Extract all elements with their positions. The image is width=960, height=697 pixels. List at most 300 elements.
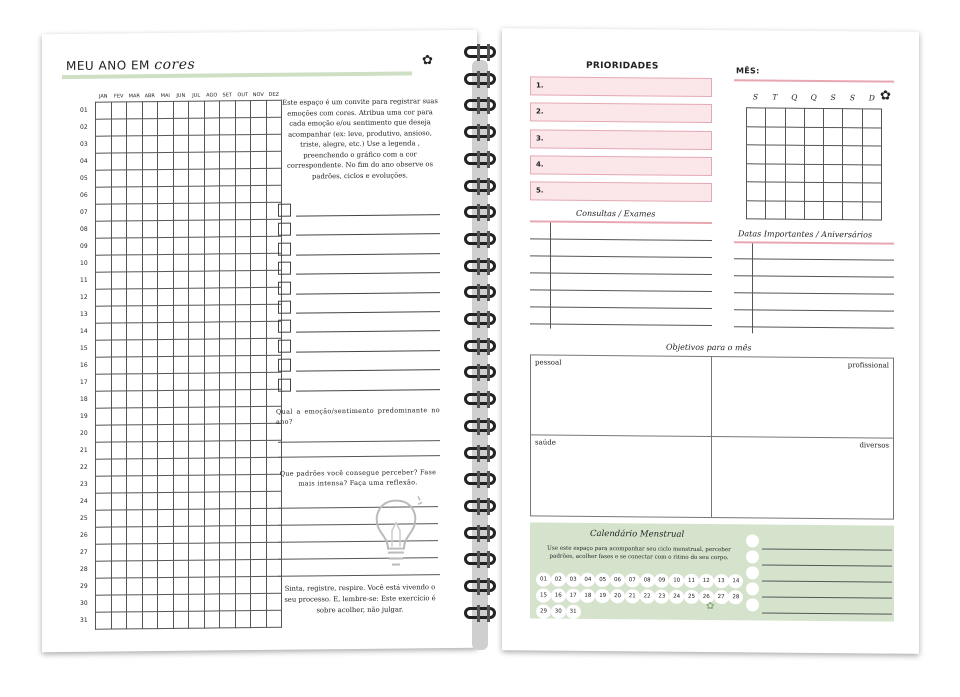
calendar-cell[interactable] xyxy=(843,164,862,183)
cycle-day[interactable]: 03 xyxy=(566,573,581,587)
grid-cell[interactable] xyxy=(189,237,205,254)
grid-cell[interactable] xyxy=(96,136,112,153)
grid-cell[interactable] xyxy=(204,559,220,576)
calendar-cell[interactable] xyxy=(804,127,823,146)
calendar-cell[interactable] xyxy=(785,108,804,127)
grid-cell[interactable] xyxy=(142,203,158,220)
grid-cell[interactable] xyxy=(127,458,143,475)
grid-cell[interactable] xyxy=(111,288,127,305)
calendar-cell[interactable] xyxy=(824,108,843,127)
legend-line[interactable] xyxy=(296,350,440,353)
grid-cell[interactable] xyxy=(127,322,143,339)
calendar-cell[interactable] xyxy=(804,201,823,220)
note-line[interactable] xyxy=(762,612,892,614)
grid-cell[interactable] xyxy=(204,474,220,491)
grid-cell[interactable] xyxy=(127,424,143,441)
grid-cell[interactable] xyxy=(127,118,143,135)
grid-cell[interactable] xyxy=(173,458,189,475)
cycle-day[interactable]: 20 xyxy=(610,589,625,603)
grid-cell[interactable] xyxy=(96,204,112,221)
calendar-cell[interactable] xyxy=(766,163,785,182)
grid-cell[interactable] xyxy=(96,391,112,408)
grid-cell[interactable] xyxy=(220,100,236,117)
grid-cell[interactable] xyxy=(111,237,127,254)
answer-line[interactable] xyxy=(278,440,440,443)
grid-cell[interactable] xyxy=(251,151,267,168)
grid-cell[interactable] xyxy=(220,236,236,253)
grid-cell[interactable] xyxy=(251,576,267,593)
calendar-cell[interactable] xyxy=(766,126,785,145)
cycle-day[interactable]: 09 xyxy=(654,574,669,588)
grid-cell[interactable] xyxy=(158,254,174,271)
grid-cell[interactable] xyxy=(111,186,127,203)
grid-cell[interactable] xyxy=(189,407,205,424)
grid-cell[interactable] xyxy=(204,491,220,508)
grid-cell[interactable] xyxy=(96,510,112,527)
grid-cell[interactable] xyxy=(142,186,158,203)
grid-cell[interactable] xyxy=(266,491,282,508)
grid-cell[interactable] xyxy=(189,339,205,356)
grid-cell[interactable] xyxy=(158,458,174,475)
grid-cell[interactable] xyxy=(204,525,220,542)
legend-checkbox[interactable] xyxy=(278,204,291,217)
calendar-cell[interactable] xyxy=(747,163,766,182)
consulta-line[interactable] xyxy=(530,272,712,275)
grid-cell[interactable] xyxy=(158,322,174,339)
grid-cell[interactable] xyxy=(96,357,112,374)
legend-checkbox[interactable] xyxy=(278,242,291,255)
grid-cell[interactable] xyxy=(158,339,174,356)
calendar-cell[interactable] xyxy=(824,145,843,164)
grid-cell[interactable] xyxy=(235,287,251,304)
grid-cell[interactable] xyxy=(220,440,236,457)
grid-cell[interactable] xyxy=(220,168,236,185)
grid-cell[interactable] xyxy=(96,323,112,340)
priority-field[interactable]: 3. xyxy=(530,129,712,150)
grid-cell[interactable] xyxy=(266,508,282,525)
grid-cell[interactable] xyxy=(189,475,205,492)
grid-cell[interactable] xyxy=(96,561,112,578)
grid-cell[interactable] xyxy=(220,423,236,440)
grid-cell[interactable] xyxy=(111,458,127,475)
grid-cell[interactable] xyxy=(220,491,236,508)
grid-cell[interactable] xyxy=(235,134,251,151)
grid-cell[interactable] xyxy=(235,338,251,355)
legend-line[interactable] xyxy=(296,214,440,217)
grid-cell[interactable] xyxy=(142,390,158,407)
grid-cell[interactable] xyxy=(173,237,189,254)
grid-cell[interactable] xyxy=(251,542,267,559)
grid-cell[interactable] xyxy=(96,527,112,544)
grid-cell[interactable] xyxy=(251,389,267,406)
grid-cell[interactable] xyxy=(96,153,112,170)
grid-cell[interactable] xyxy=(173,509,189,526)
grid-cell[interactable] xyxy=(142,305,158,322)
grid-cell[interactable] xyxy=(111,169,127,186)
grid-cell[interactable] xyxy=(111,220,127,237)
grid-cell[interactable] xyxy=(251,321,267,338)
cycle-day[interactable]: 01 xyxy=(536,572,551,586)
grid-cell[interactable] xyxy=(96,612,112,629)
grid-cell[interactable] xyxy=(142,169,158,186)
grid-cell[interactable] xyxy=(173,390,189,407)
calendar-cell[interactable] xyxy=(766,200,785,219)
grid-cell[interactable] xyxy=(189,322,205,339)
grid-cell[interactable] xyxy=(251,202,267,219)
calendar-cell[interactable] xyxy=(843,183,862,202)
grid-cell[interactable] xyxy=(96,459,112,476)
grid-cell[interactable] xyxy=(127,560,143,577)
grid-cell[interactable] xyxy=(158,543,174,560)
consulta-line[interactable] xyxy=(530,238,712,241)
grid-cell[interactable] xyxy=(96,544,112,561)
grid-cell[interactable] xyxy=(189,220,205,237)
calendar-cell[interactable] xyxy=(862,127,881,146)
grid-cell[interactable] xyxy=(251,474,267,491)
cycle-day[interactable]: 25 xyxy=(684,590,699,604)
grid-cell[interactable] xyxy=(96,102,112,119)
grid-cell[interactable] xyxy=(220,134,236,151)
calendar-cell[interactable] xyxy=(785,127,804,146)
grid-cell[interactable] xyxy=(189,458,205,475)
calendar-cell[interactable] xyxy=(824,164,843,183)
grid-cell[interactable] xyxy=(127,492,143,509)
grid-cell[interactable] xyxy=(220,253,236,270)
legend-line[interactable] xyxy=(296,369,440,372)
grid-cell[interactable] xyxy=(235,593,251,610)
grid-cell[interactable] xyxy=(111,118,127,135)
consulta-line[interactable] xyxy=(530,306,712,309)
grid-cell[interactable] xyxy=(127,203,143,220)
consulta-line[interactable] xyxy=(530,323,712,326)
grid-cell[interactable] xyxy=(204,168,220,185)
grid-cell[interactable] xyxy=(173,492,189,509)
grid-cell[interactable] xyxy=(173,203,189,220)
grid-cell[interactable] xyxy=(127,594,143,611)
grid-cell[interactable] xyxy=(158,237,174,254)
grid-cell[interactable] xyxy=(235,372,251,389)
grid-cell[interactable] xyxy=(158,356,174,373)
grid-cell[interactable] xyxy=(266,542,282,559)
grid-cell[interactable] xyxy=(220,338,236,355)
grid-cell[interactable] xyxy=(111,543,127,560)
grid-cell[interactable] xyxy=(251,304,267,321)
grid-cell[interactable] xyxy=(189,101,205,118)
grid-cell[interactable] xyxy=(220,117,236,134)
grid-cell[interactable] xyxy=(173,101,189,118)
grid-cell[interactable] xyxy=(204,100,220,117)
grid-cell[interactable] xyxy=(142,254,158,271)
grid-cell[interactable] xyxy=(235,491,251,508)
answer-line[interactable] xyxy=(278,455,440,458)
grid-cell[interactable] xyxy=(142,577,158,594)
grid-cell[interactable] xyxy=(142,441,158,458)
calendar-cell[interactable] xyxy=(862,201,881,220)
grid-cell[interactable] xyxy=(266,185,282,202)
grid-cell[interactable] xyxy=(127,390,143,407)
grid-cell[interactable] xyxy=(204,236,220,253)
calendar-cell[interactable] xyxy=(785,145,804,164)
grid-cell[interactable] xyxy=(235,185,251,202)
grid-cell[interactable] xyxy=(158,526,174,543)
legend-checkbox[interactable] xyxy=(278,320,291,333)
grid-cell[interactable] xyxy=(127,271,143,288)
grid-cell[interactable] xyxy=(251,508,267,525)
legend-line[interactable] xyxy=(296,292,440,295)
grid-cell[interactable] xyxy=(111,441,127,458)
grid-cell[interactable] xyxy=(127,237,143,254)
calendar-cell[interactable] xyxy=(824,201,843,220)
cycle-day[interactable]: 24 xyxy=(669,590,684,604)
grid-cell[interactable] xyxy=(173,305,189,322)
grid-cell[interactable] xyxy=(127,220,143,237)
grid-cell[interactable] xyxy=(235,253,251,270)
note-line[interactable] xyxy=(762,596,892,598)
grid-cell[interactable] xyxy=(204,270,220,287)
grid-cell[interactable] xyxy=(96,238,112,255)
grid-cell[interactable] xyxy=(142,458,158,475)
grid-cell[interactable] xyxy=(235,576,251,593)
calendar-cell[interactable] xyxy=(843,201,862,220)
grid-cell[interactable] xyxy=(111,305,127,322)
grid-cell[interactable] xyxy=(96,476,112,493)
grid-cell[interactable] xyxy=(235,100,251,117)
grid-cell[interactable] xyxy=(142,152,158,169)
legend-checkbox[interactable] xyxy=(278,262,291,275)
grid-cell[interactable] xyxy=(189,254,205,271)
grid-cell[interactable] xyxy=(142,475,158,492)
grid-cell[interactable] xyxy=(142,611,158,628)
grid-cell[interactable] xyxy=(142,101,158,118)
grid-cell[interactable] xyxy=(142,288,158,305)
grid-cell[interactable] xyxy=(266,559,282,576)
grid-cell[interactable] xyxy=(220,457,236,474)
grid-cell[interactable] xyxy=(142,339,158,356)
grid-cell[interactable] xyxy=(220,321,236,338)
calendar-cell[interactable] xyxy=(804,108,823,127)
grid-cell[interactable] xyxy=(251,610,267,627)
data-line[interactable] xyxy=(734,258,894,260)
legend-line[interactable] xyxy=(296,389,440,392)
grid-cell[interactable] xyxy=(204,151,220,168)
grid-cell[interactable] xyxy=(158,271,174,288)
grid-cell[interactable] xyxy=(235,151,251,168)
cycle-day[interactable]: 29 xyxy=(536,604,551,618)
grid-cell[interactable] xyxy=(158,441,174,458)
grid-cell[interactable] xyxy=(96,119,112,136)
grid-cell[interactable] xyxy=(127,101,143,118)
calendar-cell[interactable] xyxy=(747,145,766,164)
objective-diversos[interactable]: diversos xyxy=(859,441,889,450)
grid-cell[interactable] xyxy=(251,236,267,253)
grid-cell[interactable] xyxy=(142,407,158,424)
grid-cell[interactable] xyxy=(251,440,267,457)
grid-cell[interactable] xyxy=(158,373,174,390)
grid-cell[interactable] xyxy=(111,203,127,220)
legend-checkbox[interactable] xyxy=(278,339,291,352)
grid-cell[interactable] xyxy=(189,560,205,577)
grid-cell[interactable] xyxy=(189,135,205,152)
grid-cell[interactable] xyxy=(251,525,267,542)
grid-cell[interactable] xyxy=(111,526,127,543)
grid-cell[interactable] xyxy=(173,288,189,305)
grid-cell[interactable] xyxy=(204,372,220,389)
grid-cell[interactable] xyxy=(173,441,189,458)
grid-cell[interactable] xyxy=(189,288,205,305)
grid-cell[interactable] xyxy=(189,492,205,509)
grid-cell[interactable] xyxy=(189,509,205,526)
grid-cell[interactable] xyxy=(142,526,158,543)
grid-cell[interactable] xyxy=(158,118,174,135)
cycle-day[interactable]: 14 xyxy=(728,574,743,588)
grid-cell[interactable] xyxy=(189,543,205,560)
grid-cell[interactable] xyxy=(127,169,143,186)
grid-cell[interactable] xyxy=(127,254,143,271)
grid-cell[interactable] xyxy=(142,135,158,152)
legend-line[interactable] xyxy=(296,234,440,237)
calendar-cell[interactable] xyxy=(824,182,843,201)
grid-cell[interactable] xyxy=(204,423,220,440)
calendar-cell[interactable] xyxy=(747,182,766,201)
legend-checkbox[interactable] xyxy=(278,359,291,372)
grid-cell[interactable] xyxy=(204,321,220,338)
grid-cell[interactable] xyxy=(220,406,236,423)
data-line[interactable] xyxy=(734,275,894,277)
grid-cell[interactable] xyxy=(235,440,251,457)
grid-cell[interactable] xyxy=(111,424,127,441)
grid-cell[interactable] xyxy=(96,374,112,391)
grid-cell[interactable] xyxy=(189,373,205,390)
grid-cell[interactable] xyxy=(204,219,220,236)
grid-cell[interactable] xyxy=(127,509,143,526)
grid-cell[interactable] xyxy=(235,117,251,134)
calendar-cell[interactable] xyxy=(843,127,862,146)
grid-cell[interactable] xyxy=(173,543,189,560)
grid-cell[interactable] xyxy=(142,492,158,509)
grid-cell[interactable] xyxy=(173,611,189,628)
grid-cell[interactable] xyxy=(127,339,143,356)
grid-cell[interactable] xyxy=(173,594,189,611)
calendar-cell[interactable] xyxy=(785,201,804,220)
cycle-day[interactable]: 04 xyxy=(580,573,595,587)
grid-cell[interactable] xyxy=(158,305,174,322)
grid-cell[interactable] xyxy=(158,492,174,509)
grid-cell[interactable] xyxy=(96,306,112,323)
grid-cell[interactable] xyxy=(189,203,205,220)
grid-cell[interactable] xyxy=(127,152,143,169)
grid-cell[interactable] xyxy=(189,577,205,594)
consulta-line[interactable] xyxy=(530,255,712,258)
grid-cell[interactable] xyxy=(204,508,220,525)
grid-cell[interactable] xyxy=(204,202,220,219)
grid-cell[interactable] xyxy=(158,577,174,594)
grid-cell[interactable] xyxy=(158,611,174,628)
data-line[interactable] xyxy=(734,326,894,328)
calendar-cell[interactable] xyxy=(824,127,843,146)
legend-line[interactable] xyxy=(296,311,440,314)
grid-cell[interactable] xyxy=(204,406,220,423)
grid-cell[interactable] xyxy=(173,475,189,492)
grid-cell[interactable] xyxy=(142,373,158,390)
grid-cell[interactable] xyxy=(142,356,158,373)
grid-cell[interactable] xyxy=(111,271,127,288)
grid-cell[interactable] xyxy=(189,356,205,373)
grid-cell[interactable] xyxy=(220,576,236,593)
grid-cell[interactable] xyxy=(251,117,267,134)
grid-cell[interactable] xyxy=(189,186,205,203)
grid-cell[interactable] xyxy=(173,118,189,135)
grid-cell[interactable] xyxy=(158,288,174,305)
grid-cell[interactable] xyxy=(220,202,236,219)
grid-cell[interactable] xyxy=(173,560,189,577)
grid-cell[interactable] xyxy=(251,168,267,185)
grid-cell[interactable] xyxy=(251,491,267,508)
grid-cell[interactable] xyxy=(204,117,220,134)
grid-cell[interactable] xyxy=(173,254,189,271)
grid-cell[interactable] xyxy=(220,508,236,525)
grid-cell[interactable] xyxy=(173,152,189,169)
consulta-line[interactable] xyxy=(530,289,712,292)
grid-cell[interactable] xyxy=(220,559,236,576)
grid-cell[interactable] xyxy=(96,187,112,204)
grid-cell[interactable] xyxy=(111,611,127,628)
calendar-cell[interactable] xyxy=(785,164,804,183)
grid-cell[interactable] xyxy=(158,560,174,577)
grid-cell[interactable] xyxy=(220,304,236,321)
grid-cell[interactable] xyxy=(204,338,220,355)
grid-cell[interactable] xyxy=(142,237,158,254)
grid-cell[interactable] xyxy=(142,594,158,611)
grid-cell[interactable] xyxy=(142,543,158,560)
cycle-day[interactable]: 13 xyxy=(714,574,729,588)
grid-cell[interactable] xyxy=(96,289,112,306)
grid-cell[interactable] xyxy=(96,578,112,595)
grid-cell[interactable] xyxy=(204,253,220,270)
grid-cell[interactable] xyxy=(127,611,143,628)
grid-cell[interactable] xyxy=(235,219,251,236)
calendar-cell[interactable] xyxy=(804,145,823,164)
legend-line[interactable] xyxy=(296,272,440,275)
grid-cell[interactable] xyxy=(235,321,251,338)
objective-saude[interactable]: saúde xyxy=(531,435,712,517)
grid-cell[interactable] xyxy=(251,219,267,236)
grid-cell[interactable] xyxy=(220,185,236,202)
grid-cell[interactable] xyxy=(189,169,205,186)
calendar-cell[interactable] xyxy=(766,108,785,127)
cycle-day[interactable]: 28 xyxy=(728,590,743,604)
cycle-day[interactable]: 23 xyxy=(654,590,669,604)
grid-cell[interactable] xyxy=(96,170,112,187)
grid-cell[interactable] xyxy=(204,440,220,457)
grid-cell[interactable] xyxy=(235,406,251,423)
calendar-cell[interactable] xyxy=(785,182,804,201)
grid-cell[interactable] xyxy=(173,220,189,237)
grid-cell[interactable] xyxy=(158,407,174,424)
grid-cell[interactable] xyxy=(142,220,158,237)
grid-cell[interactable] xyxy=(251,406,267,423)
grid-cell[interactable] xyxy=(220,270,236,287)
grid-cell[interactable] xyxy=(96,255,112,272)
grid-cell[interactable] xyxy=(235,542,251,559)
grid-cell[interactable] xyxy=(189,305,205,322)
grid-cell[interactable] xyxy=(158,220,174,237)
grid-cell[interactable] xyxy=(204,304,220,321)
cycle-day[interactable]: 02 xyxy=(551,573,566,587)
cycle-day[interactable]: 31 xyxy=(566,605,581,619)
grid-cell[interactable] xyxy=(204,287,220,304)
legend-line[interactable] xyxy=(296,331,440,334)
grid-cell[interactable] xyxy=(220,287,236,304)
